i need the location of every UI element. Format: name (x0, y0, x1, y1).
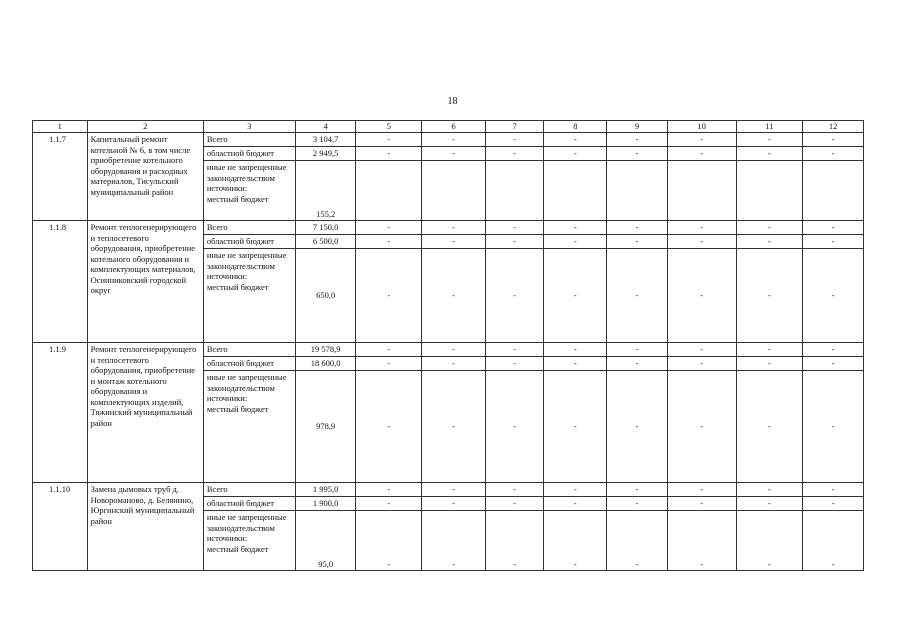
dash-cell: - (544, 235, 607, 249)
dash-cell: - (544, 147, 607, 161)
dash-cell: - (422, 511, 486, 571)
dash-cell: - (422, 221, 486, 235)
page-number: 18 (447, 96, 458, 107)
dash-cell: - (485, 249, 544, 343)
dash-cell: - (803, 483, 864, 497)
dash-cell: - (607, 235, 668, 249)
amount-cell: 19 578,9 (295, 343, 356, 357)
source-label: областной бюджет (203, 497, 295, 511)
dash-cell: - (736, 221, 803, 235)
local-budget-label: местный бюджет (206, 543, 269, 554)
column-header: 7 (485, 121, 544, 133)
dash-cell: - (607, 511, 668, 571)
dash-cell: - (422, 249, 486, 343)
source-cell (203, 371, 295, 483)
dash-cell: - (607, 497, 668, 511)
dash-cell: - (736, 357, 803, 371)
dash-cell: - (485, 235, 544, 249)
dash-cell: - (803, 343, 864, 357)
dash-cell: - (667, 147, 736, 161)
local-budget-label: местный бюджет (206, 281, 269, 292)
amount-cell: 155,2 (295, 161, 356, 221)
dash-cell: - (485, 147, 544, 161)
dash-cell: - (667, 249, 736, 343)
header-row (33, 121, 864, 133)
dash-cell: - (422, 357, 486, 371)
dash-cell: - (803, 497, 864, 511)
dash-cell: - (607, 371, 668, 483)
amount-cell: 18 600,0 (295, 357, 356, 371)
row-id: 1.1.7 (33, 133, 88, 221)
source-label: областной бюджет (203, 235, 295, 249)
local-budget-label: местный бюджет (206, 193, 269, 204)
dash-cell: - (356, 357, 422, 371)
dash-cell: - (485, 483, 544, 497)
dash-cell: - (607, 133, 668, 147)
table-row (33, 221, 864, 235)
dash-cell: - (422, 483, 486, 497)
row-id: 1.1.10 (33, 483, 88, 571)
dash-cell: - (803, 235, 864, 249)
dash-cell: - (736, 133, 803, 147)
dash-cell: - (667, 235, 736, 249)
dash-cell: - (485, 371, 544, 483)
amount-cell: 3 104,7 (295, 133, 356, 147)
local-budget-label: местный бюджет (206, 403, 269, 414)
dash-cell: - (803, 221, 864, 235)
dash-cell: - (667, 511, 736, 571)
dash-cell: - (736, 483, 803, 497)
amount-cell: 2 949,5 (295, 147, 356, 161)
table-row (33, 343, 864, 357)
other-sources-label: иные не запрещенные законодательством источники: (206, 162, 287, 193)
empty-cell (803, 161, 864, 221)
dash-cell: - (356, 221, 422, 235)
dash-cell: - (356, 147, 422, 161)
row-name: Замена дымовых труб д. Новороманово, д. Белянино, Юргинский муниципальный район (87, 483, 203, 571)
dash-cell: - (422, 371, 486, 483)
empty-cell (356, 161, 422, 221)
dash-cell: - (803, 357, 864, 371)
amount-cell: 650,0 (295, 249, 356, 343)
dash-cell: - (422, 235, 486, 249)
dash-cell: - (422, 497, 486, 511)
dash-cell: - (544, 357, 607, 371)
dash-cell: - (607, 343, 668, 357)
source-label: областной бюджет (203, 357, 295, 371)
row-name: Ремонт теплогенерирующего и теплосетевого оборудования, приобретение котельного оборудования и комплектующих материалов, Осинниковский городской округ (87, 221, 203, 343)
column-header: 11 (736, 121, 803, 133)
dash-cell: - (803, 133, 864, 147)
column-header: 2 (87, 121, 203, 133)
dash-cell: - (803, 249, 864, 343)
amount-cell: 7 150,0 (295, 221, 356, 235)
dash-cell: - (736, 497, 803, 511)
dash-cell: - (667, 483, 736, 497)
dash-cell: - (422, 343, 486, 357)
dash-cell: - (485, 357, 544, 371)
dash-cell: - (667, 497, 736, 511)
column-header: 9 (607, 121, 668, 133)
source-label: Всего (203, 483, 295, 497)
dash-cell: - (356, 483, 422, 497)
dash-cell: - (422, 133, 486, 147)
dash-cell: - (736, 343, 803, 357)
dash-cell: - (607, 221, 668, 235)
amount-cell: 95,0 (295, 511, 356, 571)
column-header: 12 (803, 121, 864, 133)
empty-cell (422, 161, 486, 221)
source-label: областной бюджет (203, 147, 295, 161)
dash-cell: - (544, 221, 607, 235)
dash-cell: - (485, 511, 544, 571)
row-name: Капитальный ремонт котельной № 6, в том числе приобретение котельного оборудования и расходных материалов, Тисульский муниципальный район (87, 133, 203, 221)
budget-table (32, 120, 864, 571)
empty-cell (607, 161, 668, 221)
amount-cell: 978,9 (295, 371, 356, 483)
dash-cell: - (356, 235, 422, 249)
dash-cell: - (485, 497, 544, 511)
dash-cell: - (667, 371, 736, 483)
dash-cell: - (607, 249, 668, 343)
empty-cell (544, 161, 607, 221)
dash-cell: - (356, 497, 422, 511)
dash-cell: - (356, 511, 422, 571)
dash-cell: - (485, 221, 544, 235)
other-sources-label: иные не запрещенные законодательством источники: (206, 512, 287, 543)
dash-cell: - (356, 133, 422, 147)
dash-cell: - (544, 133, 607, 147)
dash-cell: - (544, 497, 607, 511)
dash-cell: - (356, 249, 422, 343)
source-label: Всего (203, 133, 295, 147)
dash-cell: - (544, 483, 607, 497)
empty-cell (736, 161, 803, 221)
source-cell (203, 511, 295, 571)
dash-cell: - (667, 133, 736, 147)
other-sources-label: иные не запрещенные законодательством источники: (206, 372, 287, 403)
column-header: 4 (295, 121, 356, 133)
dash-cell: - (607, 147, 668, 161)
empty-cell (485, 161, 544, 221)
dash-cell: - (736, 235, 803, 249)
dash-cell: - (544, 371, 607, 483)
column-header: 5 (356, 121, 422, 133)
column-header: 6 (422, 121, 486, 133)
dash-cell: - (607, 483, 668, 497)
source-label: Всего (203, 343, 295, 357)
dash-cell: - (667, 357, 736, 371)
source-cell (203, 249, 295, 343)
dash-cell: - (803, 511, 864, 571)
dash-cell: - (667, 221, 736, 235)
dash-cell: - (736, 147, 803, 161)
dash-cell: - (667, 343, 736, 357)
source-cell (203, 161, 295, 221)
dash-cell: - (422, 147, 486, 161)
dash-cell: - (356, 343, 422, 357)
table-row (33, 483, 864, 497)
amount-cell: 1 995,0 (295, 483, 356, 497)
row-name: Ремонт теплогенерирующего и теплосетевого оборудования, приобретение и монтаж котельного оборудования и комплектующих изделий, Тяжинский муниципальный район (87, 343, 203, 483)
column-header: 3 (203, 121, 295, 133)
dash-cell: - (544, 249, 607, 343)
column-header: 10 (667, 121, 736, 133)
dash-cell: - (485, 343, 544, 357)
other-sources-label: иные не запрещенные законодательством источники: (206, 250, 287, 281)
dash-cell: - (803, 147, 864, 161)
dash-cell: - (544, 511, 607, 571)
empty-cell (667, 161, 736, 221)
dash-cell: - (356, 371, 422, 483)
dash-cell: - (736, 371, 803, 483)
table-row (33, 133, 864, 147)
amount-cell: 1 900,0 (295, 497, 356, 511)
dash-cell: - (544, 343, 607, 357)
dash-cell: - (736, 249, 803, 343)
dash-cell: - (736, 511, 803, 571)
row-id: 1.1.9 (33, 343, 88, 483)
amount-cell: 6 500,0 (295, 235, 356, 249)
source-label: Всего (203, 221, 295, 235)
row-id: 1.1.8 (33, 221, 88, 343)
column-header: 8 (544, 121, 607, 133)
dash-cell: - (803, 371, 864, 483)
column-header: 1 (33, 121, 88, 133)
dash-cell: - (485, 133, 544, 147)
dash-cell: - (607, 357, 668, 371)
